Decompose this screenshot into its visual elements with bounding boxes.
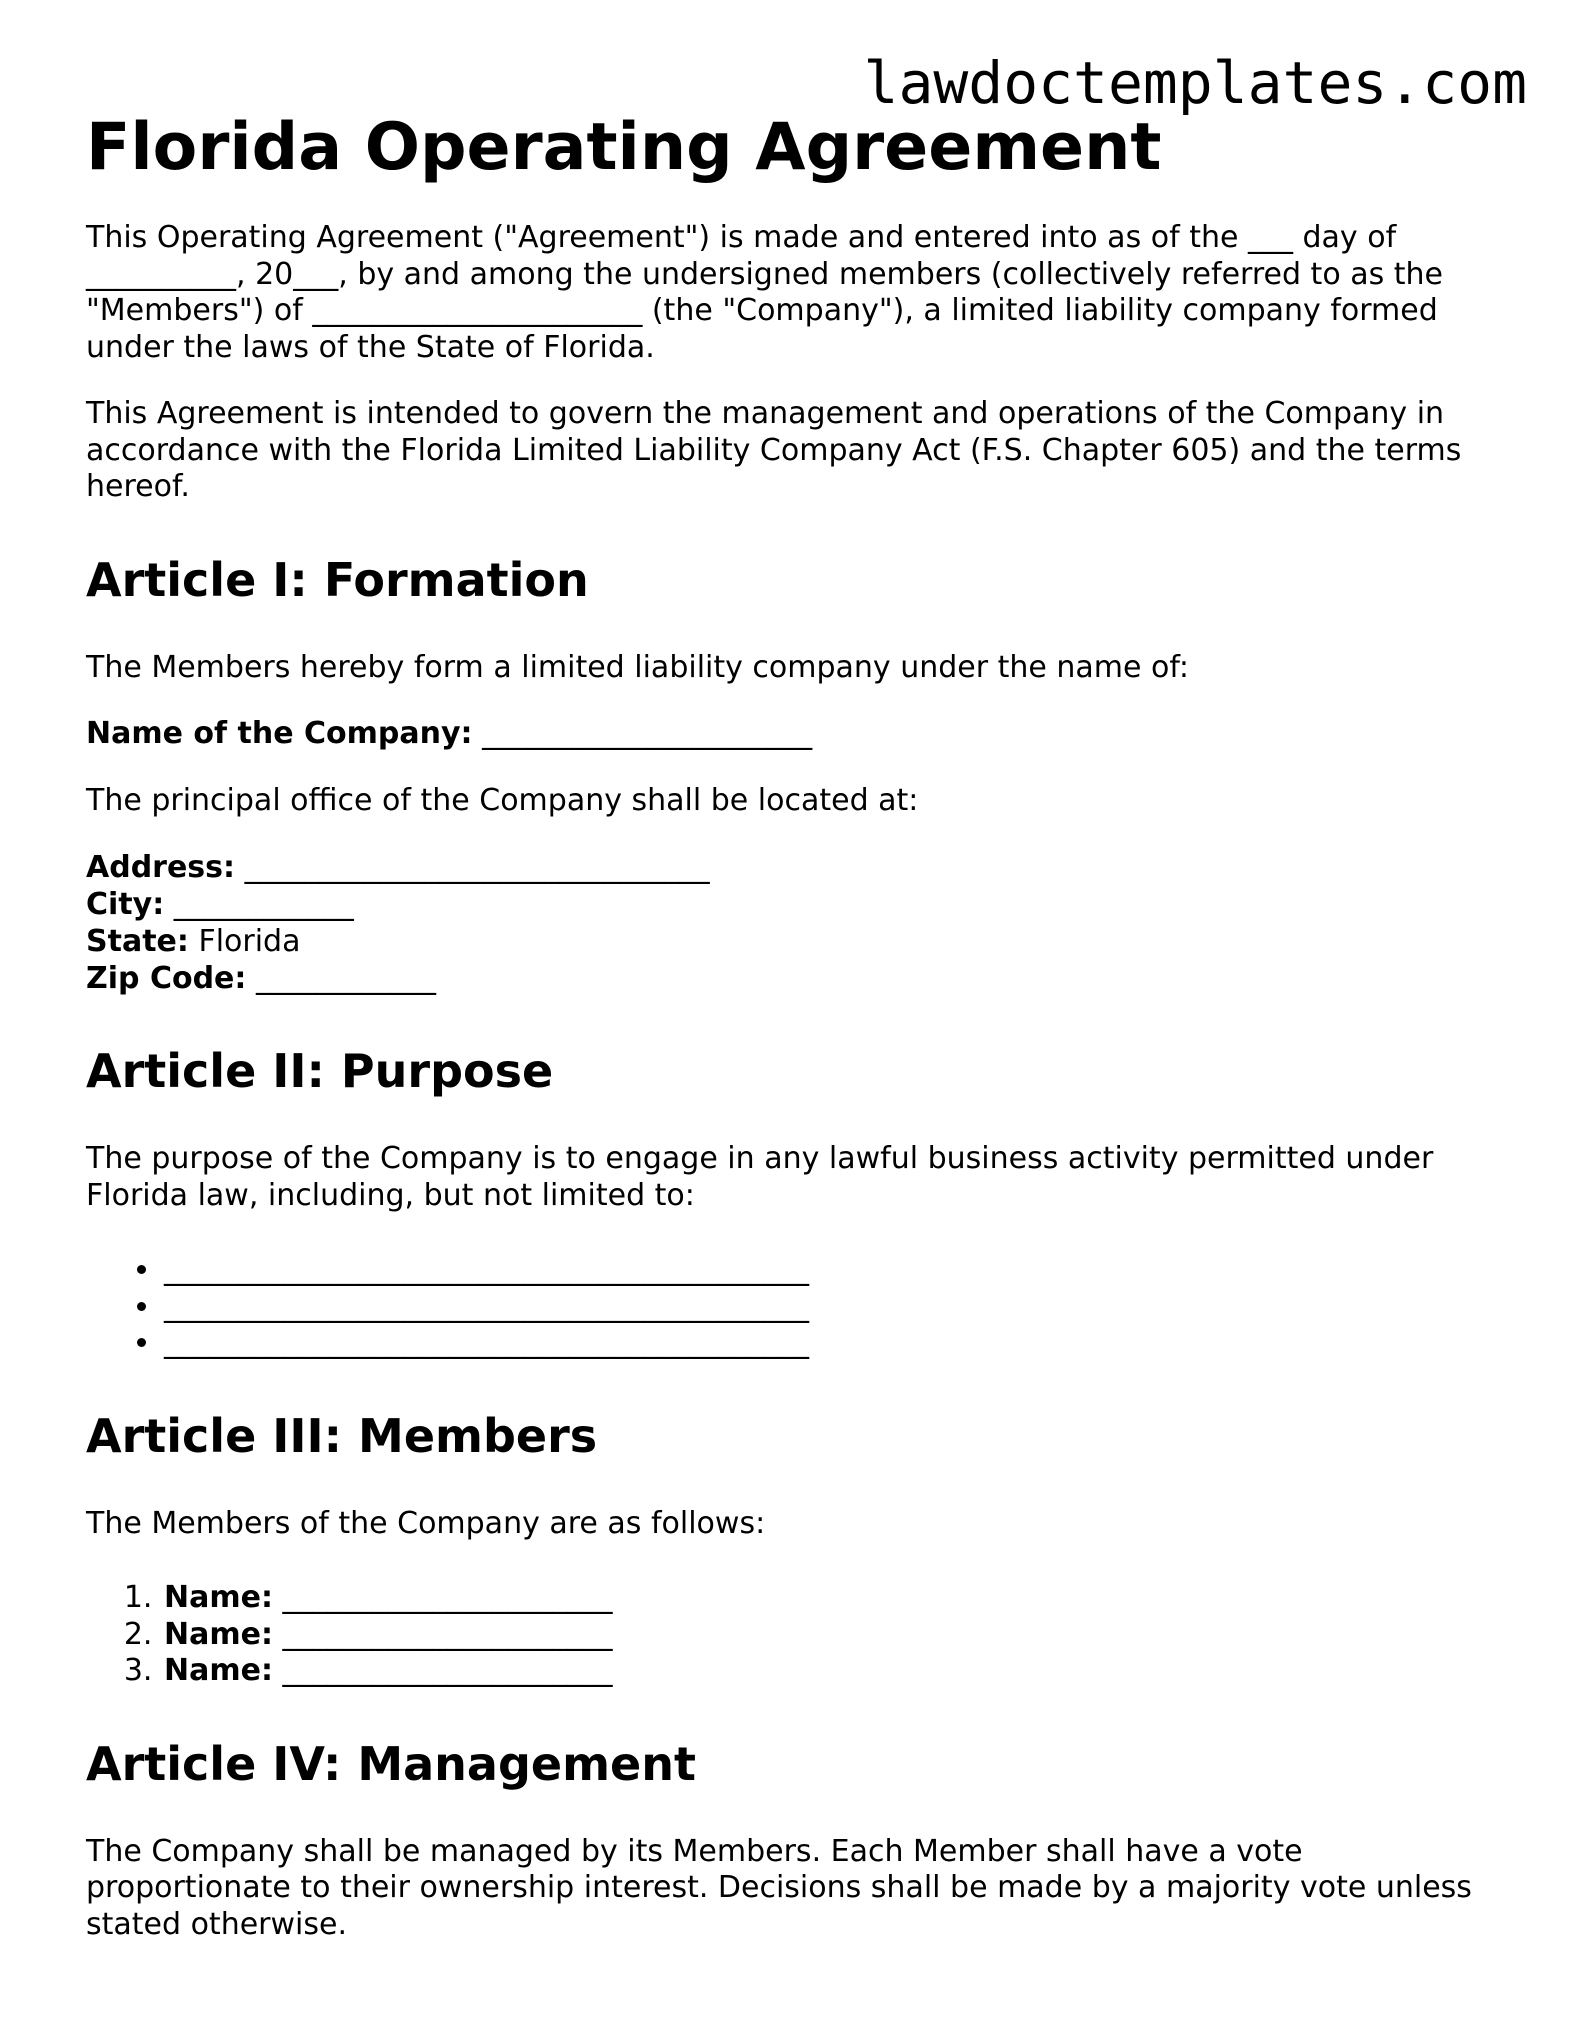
article-4-text: The Company shall be managed by its Members. Each Member shall have a vote proportionate to their ownership interest. Decisions shall be made by a majority vote unless stated otherwise. bbox=[86, 1833, 1472, 1942]
address-fields bbox=[86, 849, 1506, 997]
article-members bbox=[86, 1406, 1506, 1690]
member-name-label: Name: bbox=[164, 1616, 273, 1652]
office-text: The principal office of the Company shall be located at: bbox=[86, 782, 919, 818]
list-item bbox=[162, 1617, 1506, 1654]
article-2-heading: Article II: Purpose bbox=[86, 1044, 554, 1098]
list-item: • ___________________________________________ bbox=[162, 1252, 1506, 1289]
article-formation bbox=[86, 550, 1506, 998]
document-title: Florida Operating Agreement bbox=[86, 110, 1162, 185]
members-list bbox=[86, 1580, 1506, 1690]
company-name-field bbox=[86, 716, 1506, 753]
zip-blank: ____________ bbox=[255, 961, 436, 996]
address-blank: _______________________________ bbox=[244, 850, 710, 885]
intro-paragraph-1: This Operating Agreement ("Agreement") is made and entered into as of the ___ day of __________, 20___, by and among the undersigned members (collectively referred to as the "Members") of ______________________ (the "Company"), a limited liability company formed under the laws of the State of Florida. bbox=[86, 220, 1443, 365]
purpose-list bbox=[86, 1252, 1506, 1362]
article-3-text: The Members of the Company are as follows: bbox=[86, 1505, 766, 1541]
article-1-heading: Article I: Formation bbox=[86, 552, 589, 607]
zip-field bbox=[86, 960, 1506, 997]
list-item: • ___________________________________________ bbox=[162, 1325, 1506, 1362]
address-field bbox=[86, 849, 1506, 886]
company-name-label: Name of the Company: bbox=[86, 716, 473, 751]
member-name-label: Name: bbox=[164, 1580, 273, 1615]
city-blank: ____________ bbox=[173, 887, 354, 922]
article-2-text: The purpose of the Company is to engage in any lawful business activity permitted under Florida law, including, but not limited to: bbox=[86, 1141, 1434, 1213]
address-label: Address: bbox=[86, 850, 236, 885]
city-field bbox=[86, 886, 1506, 923]
document-body bbox=[86, 108, 1506, 1943]
article-3-heading: Article III: Members bbox=[86, 1408, 598, 1463]
member-name-label: Name: bbox=[164, 1653, 273, 1688]
state-field bbox=[86, 923, 1506, 960]
state-label: State: bbox=[86, 924, 189, 959]
intro-paragraph-2: This Agreement is intended to govern the management and operations of the Company in accordance with the Florida Limited Liability Company Act (F.S. Chapter 605) and the terms hereof. bbox=[86, 396, 1462, 504]
member-name-blank: ______________________ bbox=[282, 1653, 613, 1688]
member-name-blank: ______________________ bbox=[282, 1580, 613, 1615]
company-name-blank: ______________________ bbox=[482, 716, 813, 751]
city-label: City: bbox=[86, 887, 165, 922]
list-item: • ___________________________________________ bbox=[162, 1289, 1506, 1326]
article-4-heading: Article IV: Management bbox=[86, 1736, 696, 1791]
member-name-blank: ______________________ bbox=[282, 1616, 613, 1652]
list-item bbox=[162, 1653, 1506, 1690]
article-1-text: The Members hereby form a limited liability company under the name of: bbox=[86, 649, 1189, 685]
list-item bbox=[162, 1580, 1506, 1617]
article-management bbox=[86, 1734, 1506, 1944]
article-purpose bbox=[86, 1041, 1506, 1362]
zip-label: Zip Code: bbox=[86, 961, 247, 996]
state-value: Florida bbox=[198, 924, 301, 959]
watermark-logo: lawdoctemplates.com bbox=[863, 49, 1527, 117]
